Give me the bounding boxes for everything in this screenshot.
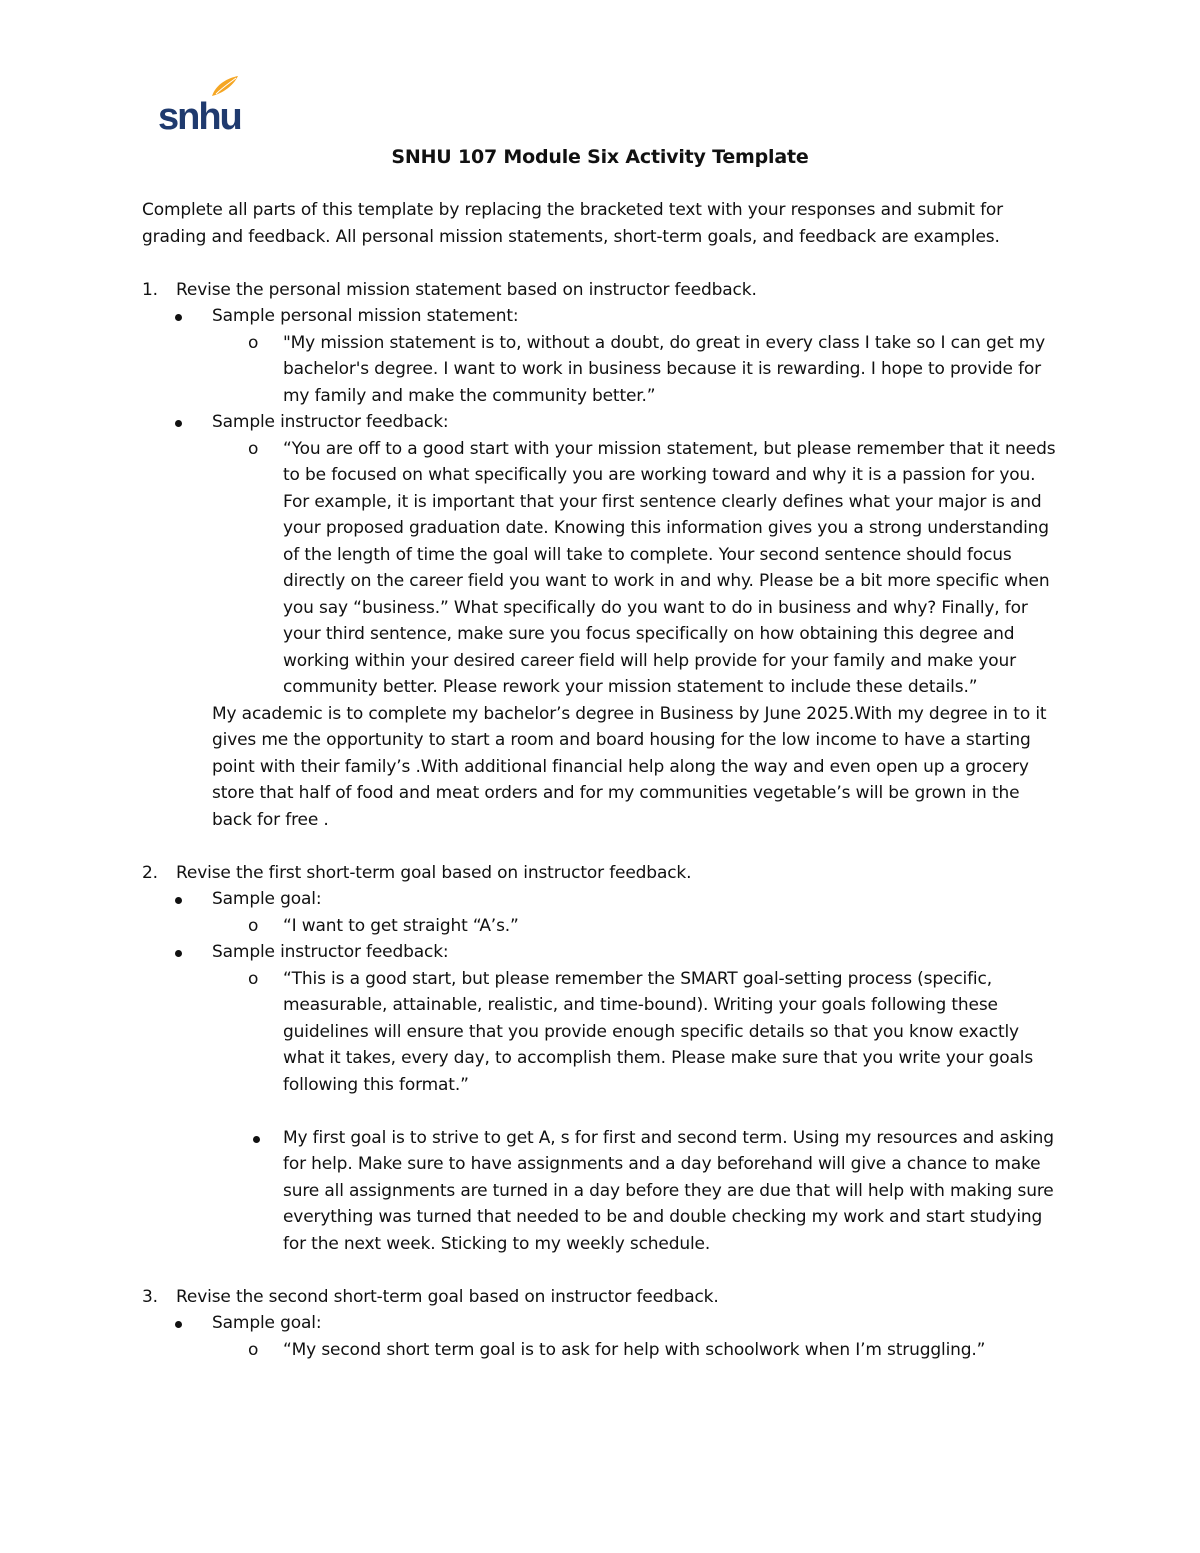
sample-text: “My second short term goal is to ask for help with schoolwork when I’m struggling.” (283, 1339, 986, 1360)
feedback-label: Sample instructor feedback: (212, 942, 449, 962)
bullet-icon (175, 897, 182, 904)
sample-text: “I want to get straight “A’s.” (283, 915, 519, 936)
sub-bullet-icon: o (248, 968, 259, 989)
sub-bullet-icon: o (248, 438, 259, 459)
item-heading: Revise the second short-term goal based on instructor feedback. (176, 1286, 719, 1307)
item-number: 2. (142, 862, 158, 883)
feedback-text-row (142, 966, 1062, 1099)
snhu-logo-graphic (156, 74, 242, 134)
sample-text-row (142, 1337, 1062, 1364)
feedback-text: “This is a good start, but please remember the SMART goal-setting process (specific, measurable, attainable, realistic, and time-bound). Writing your goals following these guidelines will ensure that you provide enough specific details so that you know exactly what it takes, every day, to accomplish them. Please make sure that you write your goals following this format.” (283, 968, 1034, 1095)
response-paragraph: My academic is to complete my bachelor’s degree in Business by June 2025.With my degree in to it gives me the opportunity to start a room and board housing for the low income to have a starting point with their family’s .With additional financial help along the way and even open up a grocery store that half of food and meat orders and for my communities vegetable’s will be grown in the back for free . (212, 703, 1047, 830)
response-paragraph: My first goal is to strive to get A, s for first and second term. Using my resources and asking for help. Make sure to have assignments and a day beforehand will give a chance to make sure all assignments are turned in a day before they are due that will help with making sure everything was turned that needed to be and double checking my work and start studying for the next week. Sticking to my weekly schedule. (283, 1127, 1054, 1254)
sub-bullet-icon: o (248, 332, 259, 353)
response-bullet-row (142, 1125, 1062, 1258)
intro-paragraph: Complete all parts of this template by replacing the bracketed text with your responses and submit for grading and feedback. All personal mission statements, short-term goals, and feedback are examples. (142, 200, 1004, 247)
feedback-text-row (142, 436, 1062, 701)
item-number: 3. (142, 1286, 158, 1307)
item-number: 1. (142, 279, 158, 300)
list-item-1 (142, 277, 1062, 304)
sample-label-row (142, 1310, 1062, 1337)
sample-label: Sample goal: (212, 1313, 322, 1333)
bullet-icon (175, 420, 182, 427)
logo-wordmark: snhu (158, 96, 241, 134)
sample-label: Sample goal: (212, 889, 322, 909)
list-item-2 (142, 860, 1062, 887)
item-heading: Revise the personal mission statement based on instructor feedback. (176, 279, 757, 300)
item-heading: Revise the first short-term goal based on instructor feedback. (176, 862, 692, 883)
sample-text-row (142, 913, 1062, 940)
sub-bullet-icon: o (248, 1339, 259, 1360)
sample-label-row (142, 886, 1062, 913)
feedback-label-row (142, 409, 1062, 436)
sub-bullet-icon: o (248, 915, 259, 936)
sample-text: "My mission statement is to, without a doubt, do great in every class I take so I can get my bachelor's degree. I want to work in business because it is rewarding. I hope to provide for my family and make the community better.” (283, 332, 1046, 406)
bullet-icon (253, 1136, 260, 1143)
bullet-icon (175, 1321, 182, 1328)
feedback-label: Sample instructor feedback: (212, 412, 449, 432)
sample-label-row (142, 303, 1062, 330)
bullet-icon (175, 950, 182, 957)
bullet-icon (175, 314, 182, 321)
snhu-logo (156, 74, 242, 134)
feedback-label-row (142, 939, 1062, 966)
document-body (142, 197, 1062, 1363)
list-item-3 (142, 1284, 1062, 1311)
feedback-text: “You are off to a good start with your mission statement, but please remember that it needs to be focused on what specifically you are working toward and why it is a passion for you. For example, it is important that your first sentence clearly defines what your major is and your proposed graduation date. Knowing this information gives you a strong understanding of the length of time the goal will take to complete. Your second sentence should focus directly on the career field you want to work in and why. Please be a bit more specific when you say “business.” What specifically do you want to do in business and why? Finally, for your third sentence, make sure you focus specifically on how obtaining this degree and working within your desired career field will help provide for your family and make your community better. Please rework your mission statement to include these details.” (283, 438, 1056, 697)
page-title: SNHU 107 Module Six Activity Template (391, 146, 809, 168)
sample-label: Sample personal mission statement: (212, 306, 519, 326)
sample-text-row (142, 330, 1062, 410)
